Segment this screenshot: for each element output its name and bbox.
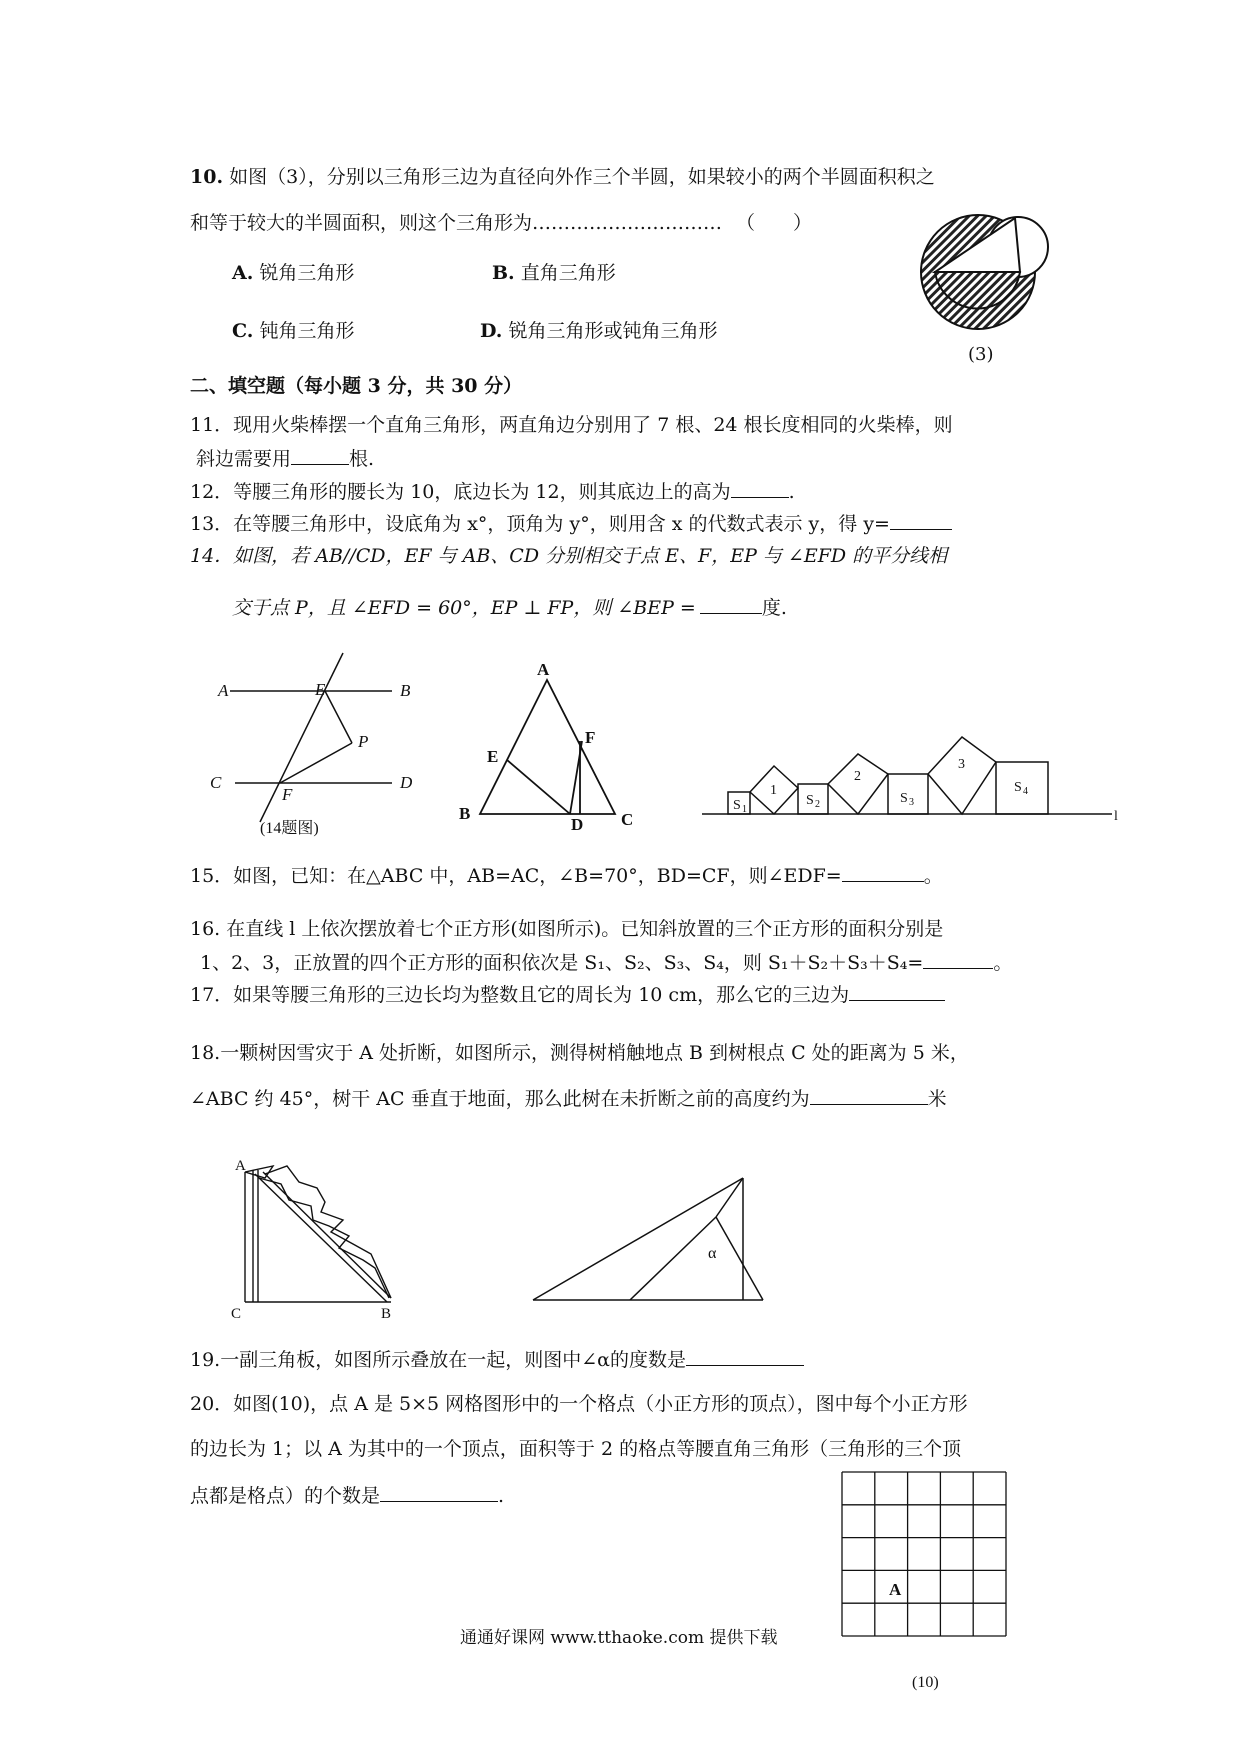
q12-tail: . — [788, 481, 795, 503]
q20-answer-blank[interactable] — [380, 1481, 498, 1502]
q17 — [190, 980, 945, 1008]
figure-14 — [200, 650, 440, 840]
q10-option-b-key: B. — [492, 262, 515, 284]
q16-answer-blank[interactable] — [923, 948, 993, 969]
q13-text: 13．在等腰三角形中，设底角为 x°，顶角为 y°，则用含 x 的代数式表示 y，得 y= — [190, 513, 890, 535]
q19-answer-blank[interactable] — [686, 1345, 804, 1366]
q10-option-d-text: 锐角三角形或钝角三角形 — [508, 320, 718, 342]
q18-line1: 18.一颗树因雪灾于 A 处折断，如图所示，测得树梢触地点 B 到树根点 C 处的距离为 5 米， — [190, 1042, 969, 1064]
q14-line2 — [232, 593, 787, 621]
figure-18-tree — [225, 1160, 415, 1325]
section-heading: 二、填空题（每小题 3 分，共 30 分） — [190, 375, 523, 397]
fig15-label-b: B — [459, 804, 471, 823]
fig14-caption: (14题图) — [260, 820, 319, 837]
fig16-n3: 3 — [958, 757, 965, 772]
q10-option-c-key: C. — [232, 320, 254, 342]
q11-text-a: 斜边需要用 — [196, 448, 292, 470]
q15-answer-blank[interactable] — [842, 861, 924, 882]
q10-line1 — [190, 164, 935, 190]
q19 — [190, 1345, 804, 1373]
fig14-label-d: D — [400, 773, 413, 792]
fig15-label-a: A — [537, 660, 550, 679]
fig18-label-b: B — [381, 1306, 392, 1322]
q10-answer-paren: （ ） — [736, 212, 813, 234]
q10-option-b — [492, 260, 616, 286]
fig16-s4-sub: 4 — [1023, 786, 1028, 797]
fig16-s4: S — [1014, 780, 1022, 795]
q10-option-c-text: 钝角三角形 — [259, 320, 355, 342]
fig19-alpha: α — [708, 1245, 717, 1262]
q20-line1: 20．如图(10)，点 A 是 5×5 网格图形中的一个格点（小正方形的顶点），图中每个小正方形 — [190, 1393, 968, 1415]
fig16-s2: S — [806, 793, 814, 808]
q12-answer-blank[interactable] — [731, 477, 789, 498]
q16-text: 1、2、3，正放置的四个正方形的面积依次是 S₁、S₂、S₃、S₄，则 S₁＋S₂＋S₃＋S₄= — [200, 952, 924, 974]
fig18-label-c: C — [231, 1306, 242, 1322]
q20-tail: . — [498, 1485, 505, 1507]
figure-20-grid — [840, 1470, 1020, 1700]
q10-option-d — [480, 318, 717, 344]
q10-option-b-text: 直角三角形 — [520, 262, 616, 284]
q18-text: ∠ABC 约 45°，树干 AC 垂直于地面，那么此树在未折断之前的高度约为 — [190, 1088, 810, 1110]
q20-line3 — [190, 1481, 504, 1509]
q16-line1: 16. 在直线 l 上依次摆放着七个正方形(如图所示)。已知斜放置的三个正方形的面积分别是 — [190, 918, 944, 940]
q16-line2 — [200, 948, 1012, 976]
figure-15-triangle — [455, 660, 645, 835]
page-footer: 通通好课网 www.tthaoke.com 提供下载 — [460, 1628, 778, 1648]
fig15-label-f: F — [585, 728, 596, 747]
fig20-caption: (10) — [912, 1674, 939, 1691]
q11-text-b: 根. — [349, 448, 375, 470]
q13 — [190, 509, 952, 537]
q10-text2: 和等于较大的半圆面积，则这个三角形为………………………… — [190, 212, 723, 234]
q10-option-d-key: D. — [480, 320, 503, 342]
q14-answer-blank[interactable] — [700, 593, 762, 614]
q14-tail: 度. — [761, 597, 787, 619]
fig16-s3-sub: 3 — [909, 797, 914, 808]
q20-line2: 的边长为 1；以 A 为其中的一个顶点，面积等于 2 的格点等腰直角三角形（三角形的三个顶 — [190, 1438, 962, 1460]
q11-line1: 11．现用火柴棒摆一个直角三角形，两直角边分别用了 7 根、24 根长度相同的火柴棒，则 — [190, 414, 953, 436]
fig16-n1: 1 — [770, 783, 777, 798]
q18-answer-blank[interactable] — [810, 1084, 928, 1105]
fig20-label-a: A — [889, 1580, 902, 1599]
q10-option-a-text: 锐角三角形 — [259, 262, 355, 284]
q11-answer-blank[interactable] — [291, 444, 349, 465]
fig16-s1-sub: 1 — [742, 804, 747, 815]
q18-line2 — [190, 1084, 947, 1112]
q10-number: 10. — [190, 166, 224, 188]
q13-answer-blank[interactable] — [890, 509, 952, 530]
fig15-label-c: C — [621, 810, 634, 829]
figure-3-caption: (3) — [968, 344, 994, 365]
fig14-label-p: P — [358, 732, 369, 751]
fig14-label-b: B — [400, 681, 411, 700]
q11-line2 — [196, 444, 374, 472]
q19-text: 19.一副三角板，如图所示叠放在一起，则图中∠α的度数是 — [190, 1349, 686, 1371]
fig14-label-e: E — [315, 680, 326, 699]
fig14-label-c: C — [210, 773, 222, 792]
fig16-s2-sub: 2 — [815, 799, 820, 810]
figure-16-squares — [700, 700, 1120, 825]
q15-text: 15．如图，已知：在△ABC 中，AB=AC，∠B=70°，BD=CF，则∠EDF= — [190, 865, 842, 887]
fig18-label-a: A — [235, 1158, 246, 1174]
figure-19-set-squares — [530, 1175, 780, 1310]
fig14-label-a: A — [218, 681, 229, 700]
fig16-s3: S — [900, 791, 908, 806]
q16-tail: 。 — [993, 952, 1013, 974]
fig16-s1: S — [733, 798, 741, 813]
q10-line2 — [190, 210, 812, 236]
q10-option-a-key: A. — [232, 262, 254, 284]
q15 — [190, 861, 943, 889]
q12 — [190, 477, 795, 505]
q14-line1: 14．如图，若 AB//CD，EF 与 AB、CD 分别相交于点 E、F，EP 与 ∠EFD 的平分线相 — [190, 545, 948, 567]
fig14-label-f: F — [282, 785, 293, 804]
q10-text1: 如图（3），分别以三角形三边为直径向外作三个半圆，如果较小的两个半圆面积积之 — [229, 166, 935, 188]
fig16-n2: 2 — [854, 769, 861, 784]
q14-text: 交于点 P，且 ∠EFD = 60°，EP ⊥ FP，则 ∠BEP = — [232, 597, 696, 619]
q17-text: 17．如果等腰三角形的三边长均为整数且它的周长为 10 cm，那么它的三边为 — [190, 984, 850, 1006]
q15-tail: 。 — [923, 865, 943, 887]
q12-text: 12．等腰三角形的腰长为 10，底边长为 12，则其底边上的高为 — [190, 481, 731, 503]
q18-tail: 米 — [927, 1088, 947, 1110]
q10-option-a — [232, 260, 354, 286]
q17-answer-blank[interactable] — [849, 980, 945, 1001]
q10-option-c — [232, 318, 354, 344]
q20-text: 点都是格点）的个数是 — [190, 1485, 381, 1507]
fig15-label-d: D — [571, 815, 584, 834]
fig16-line-l: l — [1114, 809, 1118, 824]
fig15-label-e: E — [487, 747, 499, 766]
